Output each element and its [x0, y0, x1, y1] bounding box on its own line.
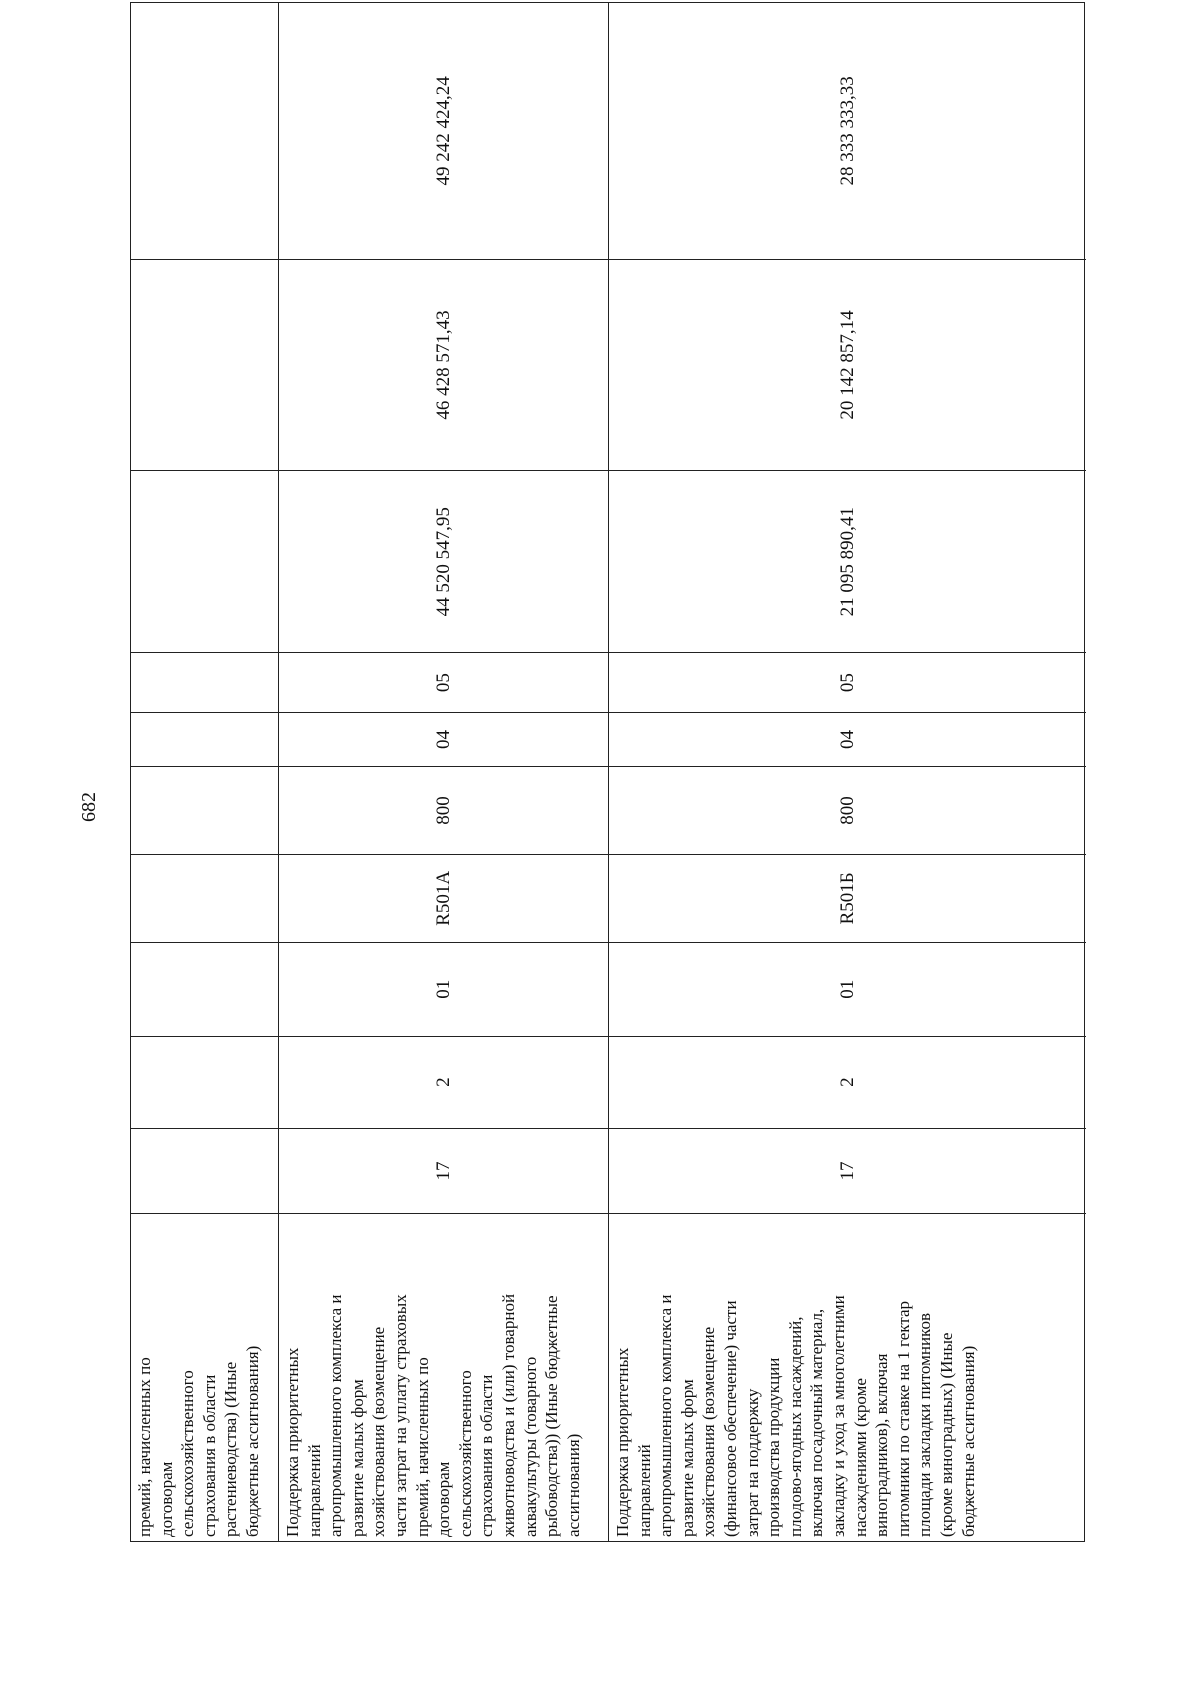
code-cell: R501А — [279, 854, 608, 942]
code-cell: 2 — [609, 1036, 1086, 1128]
amount-cell: 46 428 571,43 — [279, 259, 608, 471]
code-cell: 800 — [609, 766, 1086, 854]
description-cell: Поддержка приоритетных направлений агропромышленного комплекса и развитие малых форм хозяйствования (возмещение (финансовое обеспечение) части затрат на поддержку производства продукции плодово-ягодных насаждений, включая посадочный материал, закладку и уход за многолетними насаждениями (кроме виноградников), включая питомники по ставке на 1 гектар площади закладки питомников (кроме виноградных) (Иные бюджетные ассигнования) — [609, 1213, 1086, 1541]
code-cell — [131, 1036, 278, 1128]
code-cell: 800 — [279, 766, 608, 854]
code-cell: 05 — [279, 652, 608, 712]
code-cell: 04 — [609, 712, 1086, 766]
rotated-page — [0, 76, 1200, 1697]
description-cell: премий, начисленных по договорам сельскохозяйственного страхования в области растениеводства) (Иные бюджетные ассигнования) — [131, 1213, 278, 1541]
table-row — [278, 3, 608, 1541]
budget-table — [130, 2, 1085, 1542]
code-cell: 01 — [279, 942, 608, 1036]
table-row — [131, 3, 278, 1541]
amount-cell: 20 142 857,14 — [609, 259, 1086, 471]
code-cell: 01 — [609, 942, 1086, 1036]
amount-cell — [131, 470, 278, 652]
code-cell: 17 — [279, 1128, 608, 1214]
code-cell — [131, 1128, 278, 1214]
code-cell — [131, 942, 278, 1036]
code-cell — [131, 766, 278, 854]
amount-cell — [131, 3, 278, 259]
code-cell: 05 — [609, 652, 1086, 712]
amount-cell — [131, 259, 278, 471]
page-number: 682 — [78, 792, 100, 822]
code-cell: 04 — [279, 712, 608, 766]
amount-cell: 28 333 333,33 — [836, 76, 858, 186]
description-cell: Поддержка приоритетных направлений агропромышленного комплекса и развитие малых форм хозяйствования (возмещение части затрат на уплату страховых премий, начисленных по договорам сельскохозяйственного страхования в области животноводства и (или) товарной аквакультуры (товарного рыбоводства)) (Иные бюджетные ассигнования) — [279, 1213, 608, 1541]
code-cell: 2 — [279, 1036, 608, 1128]
code-cell — [131, 712, 278, 766]
table-row — [608, 3, 1086, 1541]
amount-cell: 49 242 424,24 — [432, 76, 454, 186]
code-cell — [131, 854, 278, 942]
amount-cell: 44 520 547,95 — [279, 470, 608, 652]
code-cell — [131, 652, 278, 712]
amount-cell: 21 095 890,41 — [609, 470, 1086, 652]
code-cell: R501Б — [609, 854, 1086, 942]
code-cell: 17 — [609, 1128, 1086, 1214]
